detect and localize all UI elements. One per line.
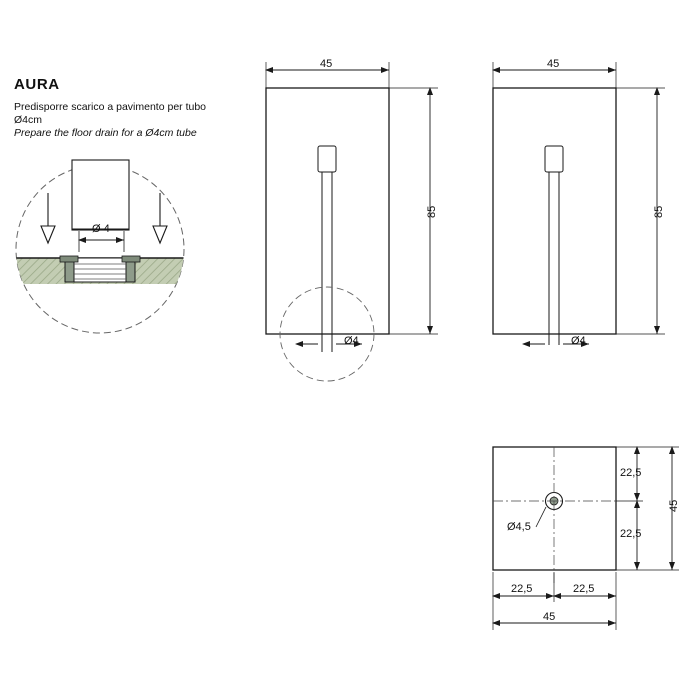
plan-dim-left-label: 22,5 [511, 583, 533, 595]
side-height-label: 85 [653, 205, 665, 218]
front-elevation-view [266, 62, 438, 381]
front-width-label: 45 [320, 58, 333, 70]
note-italian: Predisporre scarico a pavimento per tubo Ø4cm [14, 101, 207, 126]
front-drain-label: Ø4 [344, 335, 359, 347]
brand-title: AURA [14, 76, 60, 93]
side-width-label: 45 [547, 58, 560, 70]
plan-dim-right-label: 22,5 [573, 583, 595, 595]
plan-dim-top-label: 22,5 [620, 467, 642, 479]
front-height-label: 85 [426, 205, 438, 218]
plan-width-label: 45 [543, 611, 556, 623]
note-english: Prepare the floor drain for a Ø4cm tube [14, 127, 197, 139]
plan-hole-label: Ø4,5 [507, 521, 531, 533]
side-elevation-view [493, 62, 665, 345]
flow-arrow-left [41, 193, 55, 243]
plan-dim-bottom-label: 22,5 [620, 528, 642, 540]
flow-arrow-right [153, 193, 167, 243]
plan-view-drawing [493, 447, 679, 630]
side-drain-label: Ø4 [571, 335, 586, 347]
plan-height-label: 45 [668, 499, 680, 512]
detail-diameter-label: Ø 4 [92, 223, 110, 235]
floor-drain-detail [16, 160, 184, 333]
